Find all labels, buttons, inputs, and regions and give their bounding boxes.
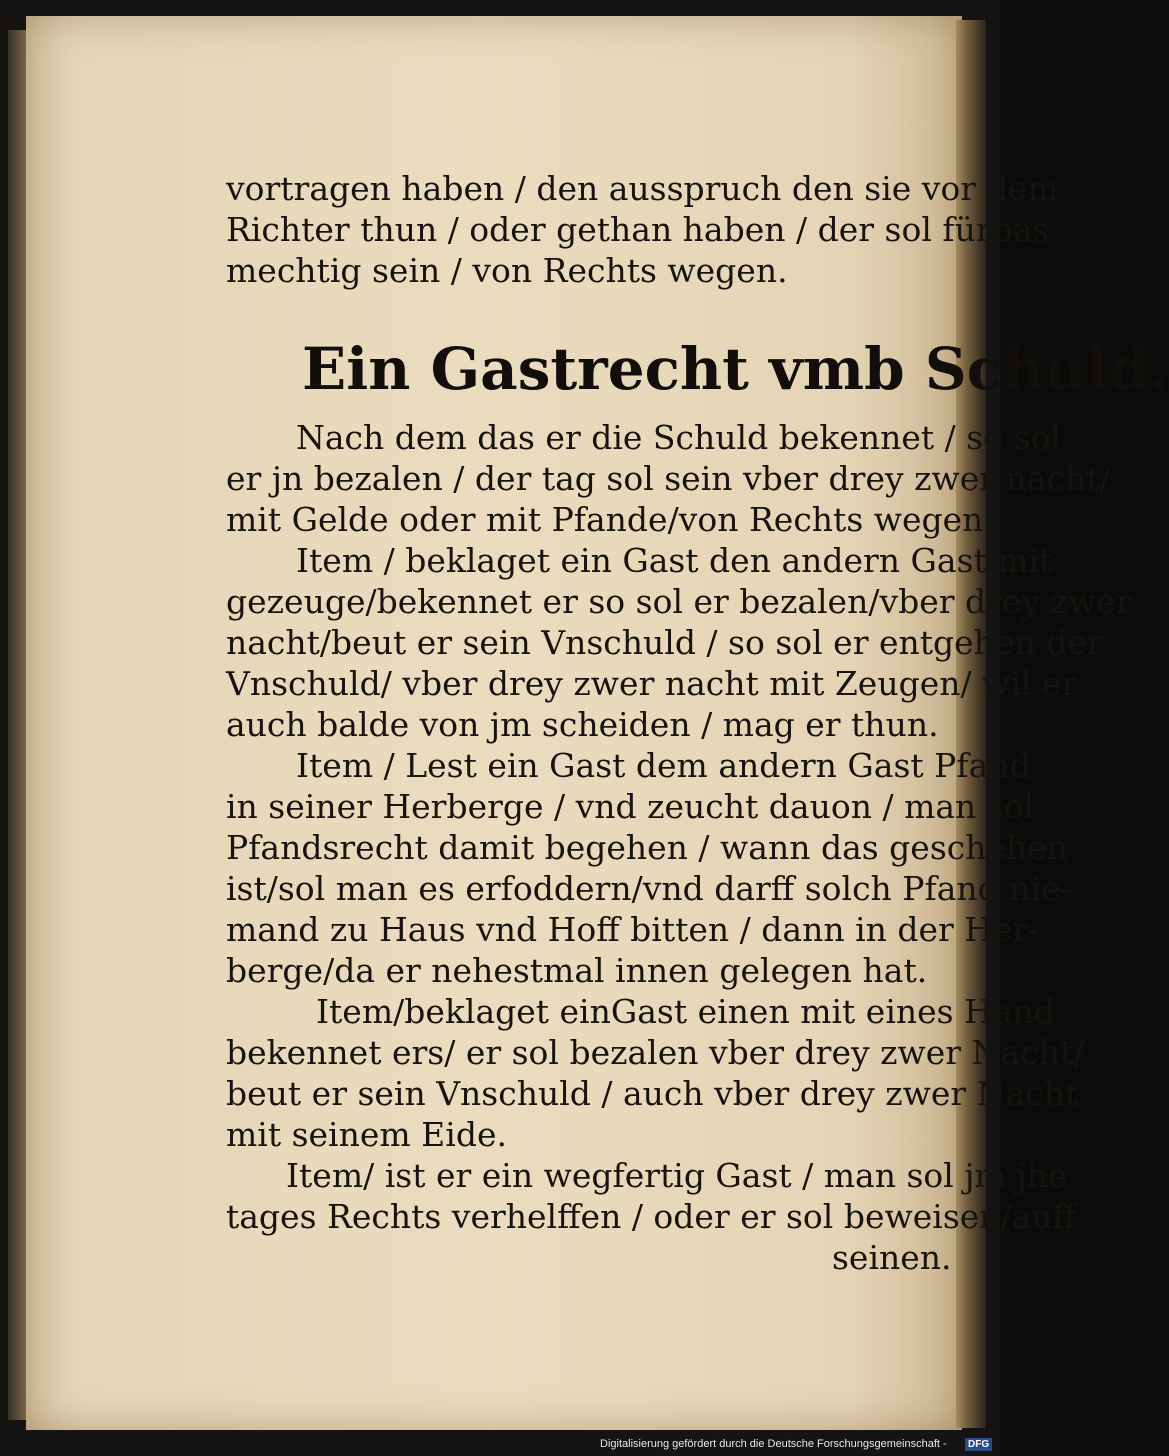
text-line: auch balde von jm scheiden / mag er thun. <box>226 705 939 744</box>
book-spine-edge <box>8 30 26 1420</box>
text-line: Item / Lest ein Gast dem andern Gast Pfand <box>296 746 1031 785</box>
text-line: beut er sein Vnschuld / auch vber drey zwer Nacht <box>226 1074 1079 1113</box>
text-line: mand zu Haus vnd Hoff bitten / dann in der Her- <box>226 910 1040 949</box>
text-line: mechtig sein / von Rechts wegen. <box>226 251 788 290</box>
text-line: Vnschuld/ vber drey zwer nacht mit Zeugen/ wil er <box>226 664 1078 703</box>
text-line: gezeuge/bekennet er so sol er bezalen/vber drey zwer <box>226 582 1132 621</box>
text-line: er jn bezalen / der tag sol sein vber drey zwer nacht/ <box>226 459 1111 498</box>
text-line: Pfandsrecht damit begehen / wann das geschehen <box>226 828 1069 867</box>
text-line: Item/beklaget einGast einen mit eines Hand <box>316 992 1055 1031</box>
text-line: Nach dem das er die Schuld bekennet / so sol <box>296 418 1061 457</box>
dfg-logo: DFG <box>965 1438 992 1451</box>
digitization-credit: Digitalisierung gefördert durch die Deutsche Forschungsgemeinschaft - <box>600 1438 947 1450</box>
text-line: nacht/beut er sein Vnschuld / so sol er entgehen der <box>226 623 1103 662</box>
text-line: ist/sol man es erfoddern/vnd darff solch Pfand nie- <box>226 869 1072 908</box>
text-line: Item / beklaget ein Gast den andern Gast mit <box>296 541 1053 580</box>
text-line: tages Rechts verhelffen / oder er sol beweisen/auff <box>226 1197 1077 1236</box>
catchword: seinen. <box>832 1238 952 1277</box>
text-line: berge/da er nehestmal innen gelegen hat. <box>226 951 928 990</box>
text-line: mit Gelde oder mit Pfande/von Rechts wegen. <box>226 500 994 539</box>
text-line: Item/ ist er ein wegfertig Gast / man sol jm jhe <box>286 1156 1068 1195</box>
text-line: vortragen haben / den ausspruch den sie vor dem <box>226 169 1059 208</box>
text-line: in seiner Herberge / vnd zeucht dauon / man sol <box>226 787 1035 826</box>
section-heading: Ein Gastrecht vmb Schuld. <box>302 335 1169 403</box>
text-line: Richter thun / oder gethan haben / der sol fürbas <box>226 210 1050 249</box>
text-line: bekennet ers/ er sol bezalen vber drey zwer Nacht/ <box>226 1033 1085 1072</box>
text-line: mit seinem Eide. <box>226 1115 507 1154</box>
